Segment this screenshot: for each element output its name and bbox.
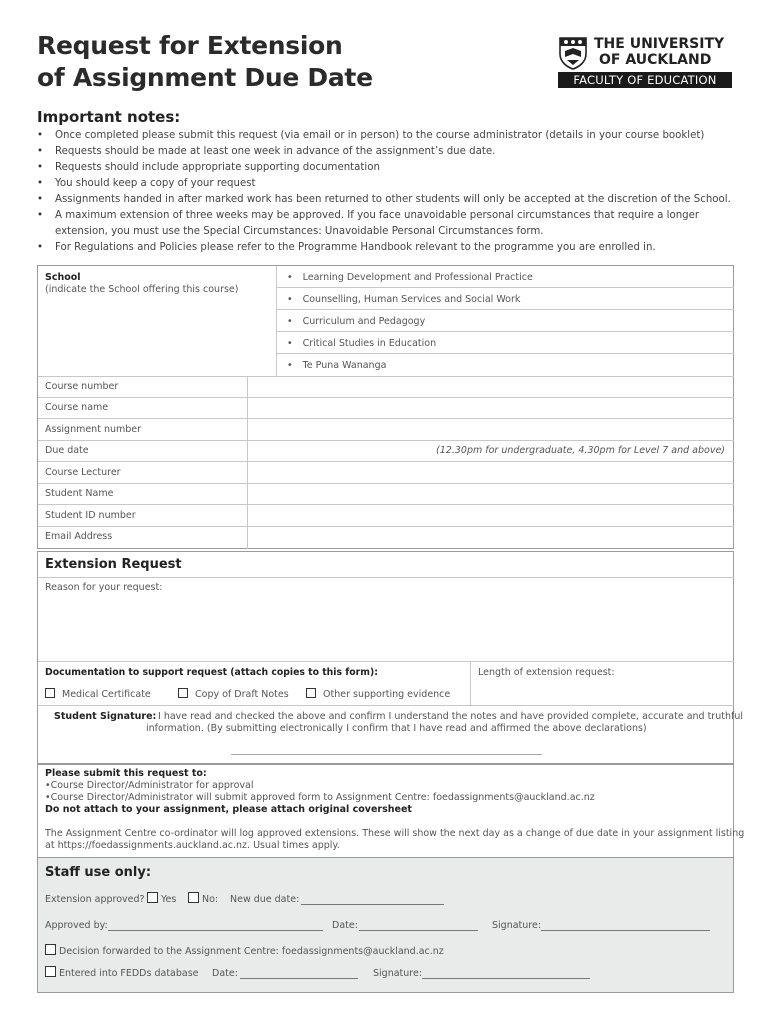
doc-label: Documentation to support request (attach copies to this form):	[45, 667, 378, 678]
approved-by-label: Approved by:	[45, 920, 108, 931]
signature-staff-line[interactable]	[541, 930, 710, 931]
school-option[interactable]: • Critical Studies in Education	[287, 338, 437, 349]
draft-notes-label: Copy of Draft Notes	[195, 689, 289, 700]
note-item: • A maximum extension of three weeks may be approved. If you face unavoidable personal circumstances that require a longer extension, you must use the Special Circumstances: Unavoidable Personal Circumstances form.	[37, 208, 737, 240]
medical-certificate-checkbox[interactable]	[45, 688, 55, 698]
fedds-date-label: Date:	[212, 968, 238, 979]
divider	[38, 577, 734, 578]
divider	[276, 309, 734, 310]
due-date-label: Due date	[45, 445, 89, 456]
divider	[38, 376, 734, 377]
crest-icon	[558, 36, 588, 70]
approved-no-checkbox[interactable]	[188, 892, 199, 903]
extension-request-section	[37, 551, 743, 764]
school-option[interactable]: • Te Puna Wananga	[287, 360, 387, 371]
fedds-signature-label: Signature:	[373, 968, 423, 979]
length-label: Length of extension request:	[478, 667, 615, 678]
approved-yes-label: Yes	[161, 894, 177, 905]
submit-info-2: at https://foedassignments.auckland.ac.nz. Usual times apply.	[45, 840, 340, 851]
school-option[interactable]: • Curriculum and Pedagogy	[287, 316, 426, 327]
school-hint: (indicate the School offering this course)	[45, 284, 239, 295]
note-item: • Requests should include appropriate supporting documentation	[37, 160, 737, 176]
school-label: School	[45, 272, 81, 283]
forwarded-label: Decision forwarded to the Assignment Centre: foedassignments@auckland.ac.nz	[59, 946, 444, 957]
medical-certificate-label: Medical Certificate	[62, 689, 151, 700]
forwarded-checkbox[interactable]	[45, 944, 56, 955]
approved-yes-checkbox[interactable]	[147, 892, 158, 903]
submission-instructions	[37, 764, 745, 858]
divider	[276, 287, 734, 288]
divider	[38, 526, 734, 527]
fedds-checkbox[interactable]	[45, 966, 56, 977]
page-title	[37, 30, 373, 94]
approved-by-line[interactable]	[108, 930, 323, 931]
school-option[interactable]: • Counselling, Human Services and Social Work	[287, 294, 521, 305]
email-address-label: Email Address	[45, 531, 113, 542]
university-logo	[558, 36, 732, 88]
due-date-note: (12.30pm for undergraduate, 4.30pm for Level 7 and above)	[436, 445, 725, 456]
assignment-number-label: Assignment number	[45, 424, 142, 435]
divider	[38, 504, 734, 505]
new-due-date-label: New due date:	[230, 894, 300, 905]
submit-line-2: •Course Director/Administrator will submit approved form to Assignment Centre: foedassignments@auckland.ac.nz	[45, 792, 595, 803]
title-line-1: Request for Extension	[37, 31, 343, 60]
course-number-label: Course number	[45, 381, 119, 392]
student-name-label: Student Name	[45, 488, 114, 499]
approved-no-label: No:	[202, 894, 219, 905]
uni-name-line-1: THE UNIVERSITY	[594, 36, 725, 52]
school-divider	[276, 266, 277, 376]
signature-staff-label: Signature:	[492, 920, 542, 931]
divider	[276, 331, 734, 332]
divider	[38, 397, 734, 398]
submit-info-1: The Assignment Centre co-ordinator will log approved extensions. These will show the next day as a change of due date in your assignment listing	[45, 828, 745, 839]
length-divider	[470, 661, 471, 705]
field-divider	[247, 376, 248, 549]
divider	[38, 418, 734, 419]
submit-warning: Do not attach to your assignment, please attach original coversheet	[45, 804, 412, 815]
title-line-2: of Assignment Due Date	[37, 63, 373, 92]
student-id-label: Student ID number	[45, 510, 136, 521]
draft-notes-checkbox[interactable]	[178, 688, 188, 698]
uni-name-line-2: OF AUCKLAND	[599, 52, 712, 68]
note-item: • Requests should be made at least one week in advance of the assignment’s due date.	[37, 144, 737, 160]
note-item: • Assignments handed in after marked work has been returned to other students will only be accepted at the discretion of the School.	[37, 192, 737, 208]
submit-line-1: •Course Director/Administrator for approval	[45, 780, 254, 791]
fedds-date-line[interactable]	[240, 978, 358, 979]
date-line[interactable]	[359, 930, 478, 931]
fedds-label: Entered into FEDDs database	[59, 968, 199, 979]
note-item: • You should keep a copy of your request	[37, 176, 737, 192]
extension-approved-label: Extension approved?	[45, 894, 145, 905]
other-evidence-label: Other supporting evidence	[323, 689, 451, 700]
divider	[38, 661, 734, 662]
course-name-label: Course name	[45, 402, 109, 413]
divider	[38, 483, 734, 484]
divider	[38, 461, 734, 462]
new-due-date-line[interactable]	[301, 904, 444, 905]
fedds-signature-line[interactable]	[422, 978, 590, 979]
note-item: • For Regulations and Policies please refer to the Programme Handbook relevant to the programme you are enrolled in.	[37, 240, 737, 256]
signature-declaration-2: information. (By submitting electronically I confirm that I have read and affirmed the above declarations)	[146, 723, 647, 734]
signature-line[interactable]	[231, 754, 542, 755]
date-label: Date:	[332, 920, 358, 931]
note-item: • Once completed please submit this request (via email or in person) to the course administrator (details in your course booklet)	[37, 128, 737, 144]
extension-title: Extension Request	[45, 557, 182, 572]
notes-heading: Important notes:	[37, 108, 181, 126]
staff-title: Staff use only:	[45, 865, 152, 880]
course-lecturer-label: Course Lecturer	[45, 467, 121, 478]
divider	[38, 440, 734, 441]
notes-list	[37, 128, 737, 256]
school-option[interactable]: • Learning Development and Professional Practice	[287, 272, 533, 283]
submit-heading: Please submit this request to:	[45, 768, 207, 779]
other-evidence-checkbox[interactable]	[306, 688, 316, 698]
divider	[276, 353, 734, 354]
reason-label: Reason for your request:	[45, 582, 163, 593]
faculty-bar: FACULTY OF EDUCATION	[558, 72, 732, 88]
signature-declaration-1: I have read and checked the above and confirm I understand the notes and have provided complete, accurate and truthful	[158, 711, 743, 722]
staff-use-section	[37, 857, 734, 993]
divider	[38, 705, 734, 706]
signature-label: Student Signature:	[54, 711, 157, 722]
details-form	[37, 265, 734, 549]
